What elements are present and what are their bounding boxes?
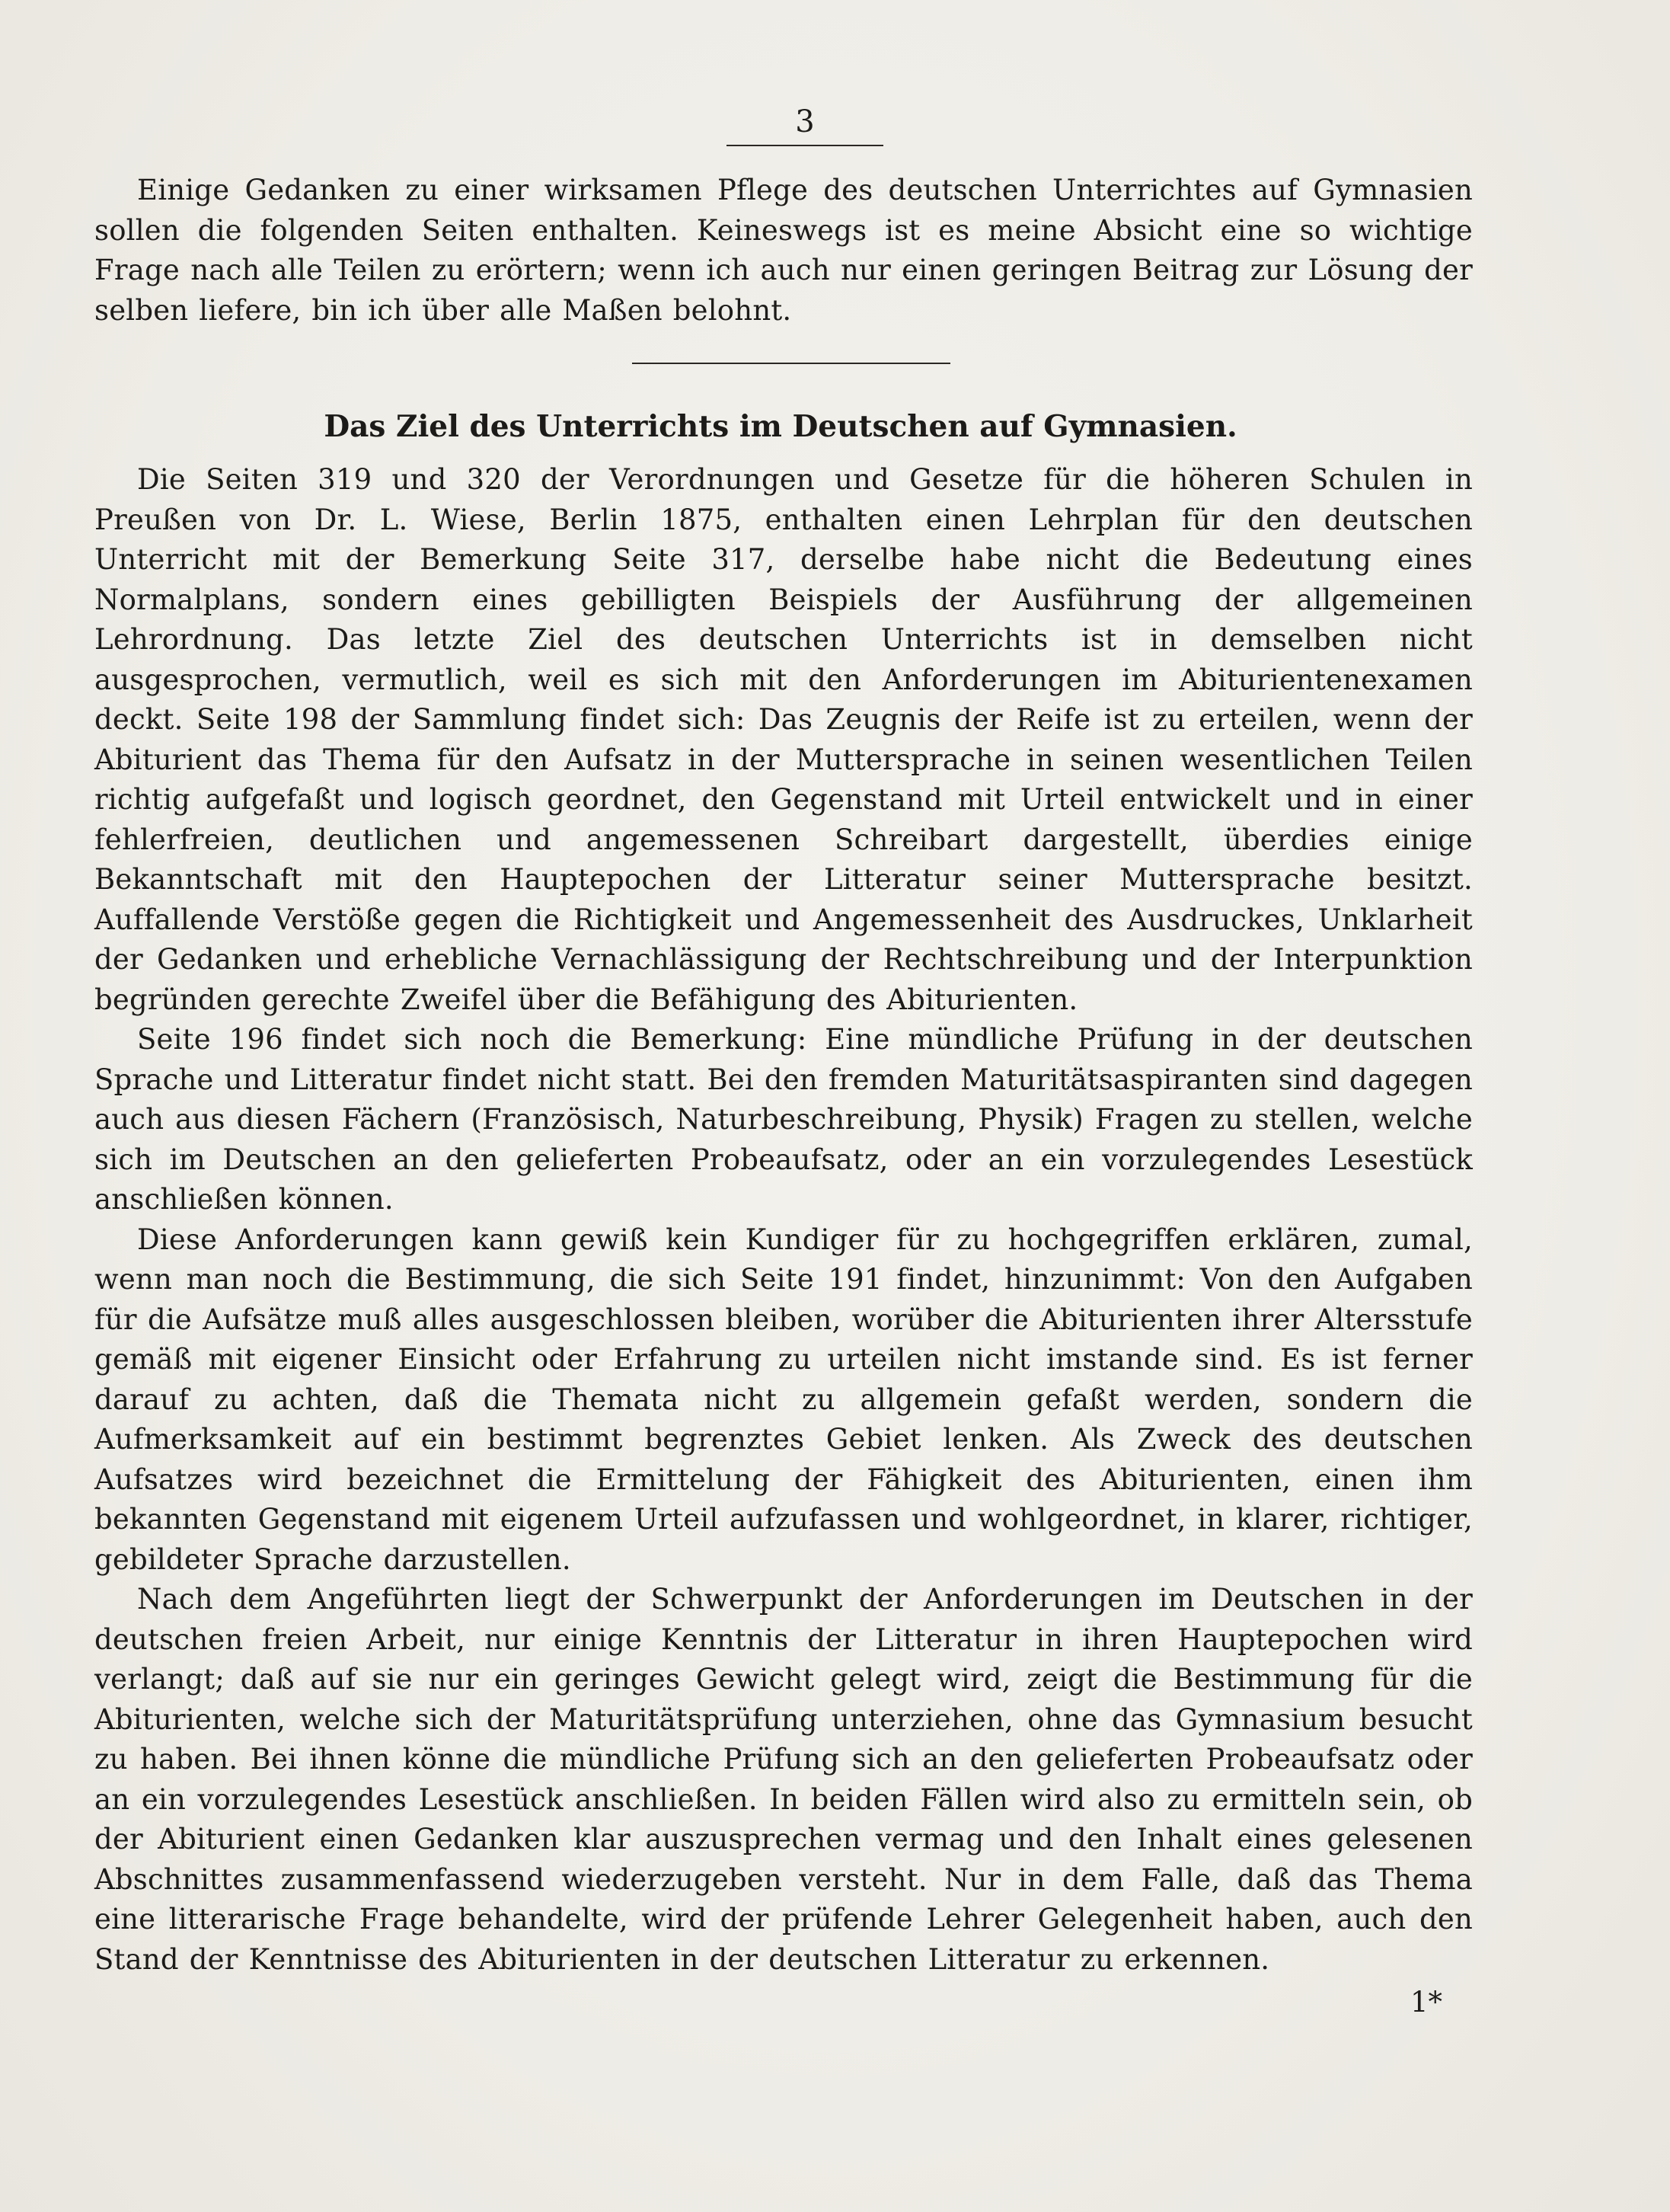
body-paragraph: Diese Anforderungen kann gewiß kein Kundiger für zu hochgegriffen erklären, zumal, wenn man noch die Bestimmung, die sich Seite 191 findet, hinzunimmt: Von den Aufgaben für die Aufsätze muß alles ausgeschlossen bleiben, worüber die Abiturienten ihrer Altersstufe gemäß mit eigener Einsicht oder Erfahrung zu urteilen nicht imstande sind. Es ist ferner darauf zu achten, daß die Themata nicht zu allgemein gefaßt werden, sondern die Aufmerksamkeit auf ein bestimmt begrenztes Gebiet lenken. Als Zweck des deutschen Aufsatzes wird bezeichnet die Ermittelung der Fähigkeit des Abiturienten, einen ihm bekannten Gegenstand mit eigenem Urteil aufzufassen und wohlgeordnet, in klarer, richtiger, gebildeter Sprache darzustellen. <box>94 1223 1473 1576</box>
body-paragraph: Nach dem Angeführten liegt der Schwerpunkt der Anforderungen im Deutschen in der deutschen freien Arbeit, nur einige Kenntnis der Litteratur in ihren Hauptepochen wird verlangt; daß auf sie nur ein geringes Gewicht gelegt wird, zeigt die Bestimmung für die Abiturienten, welche sich der Maturitätsprüfung unterziehen, ohne das Gymnasium besucht zu haben. Bei ihnen könne die mündliche Prüfung sich an den gelieferten Probeaufsatz oder an ein vorzulegendes Lesestück anschließen. In beiden Fällen wird also zu ermitteln sein, ob der Abiturient einen Gedanken klar auszusprechen vermag und den Inhalt eines gelesenen Abschnittes zusammenfassend wiederzugeben versteht. Nur in dem Falle, daß das Thema eine litterarische Frage behandelte, wird der prüfende Lehrer Gelegenheit haben, auch den Stand der Kenntnisse des Abiturienten in der deutschen Litteratur zu erkennen. <box>94 1583 1473 1976</box>
section-heading: Das Ziel des Unterrichts im Deutschen auf Gymnasien. <box>324 409 1237 444</box>
intro-paragraph: Einige Gedanken zu einer wirksamen Pflege des deutschen Unterrichtes auf Gymnasien sollen die folgenden Seiten enthalten. Keineswegs ist es meine Absicht eine so wichtige Frage nach alle Teilen zu erörtern; wenn ich auch nur einen geringen Beitrag zur Lösung der selben liefere, bin ich über alle Maßen belohnt. <box>94 174 1473 327</box>
page-number: 3 <box>795 104 815 139</box>
body-paragraph: Seite 196 findet sich noch die Bemerkung: Eine mündliche Prüfung in der deutschen Sprache und Litteratur findet nicht statt. Bei den fremden Maturitätsaspiranten sind dagegen auch aus diesen Fächern (Französisch, Naturbeschreibung, Physik) Fragen zu stellen, welche sich im Deutschen an den gelieferten Probeaufsatz, oder an ein vorzulegendes Lesestück anschließen können. <box>94 1023 1473 1216</box>
signature-mark: 1* <box>1410 1986 1442 2019</box>
body-paragraph: Die Seiten 319 und 320 der Verordnungen und Gesetze für die höheren Schulen in Preußen von Dr. L. Wiese, Berlin 1875, enthalten einen Lehrplan für den deutschen Unterricht mit der Bemerkung Seite 317, derselbe habe nicht die Bedeutung eines Normalplans, sondern eines gebilligten Beispiels der Ausführung der allgemeinen Lehrordnung. Das letzte Ziel des deutschen Unterrichts ist in demselben nicht ausgesprochen, vermutlich, weil es sich mit den Anforderungen im Abiturientenexamen deckt. Seite 198 der Sammlung findet sich: Das Zeugnis der Reife ist zu erteilen, wenn der Abiturient das Thema für den Aufsatz in der Muttersprache in seinen wesentlichen Teilen richtig aufgefaßt und logisch geordnet, den Gegenstand mit Urteil entwickelt und in einer fehlerfreien, deutlichen und angemessenen Schreibart dargestellt, überdies einige Bekanntschaft mit den Hauptepochen der Litteratur seiner Muttersprache besitzt. Auffallende Verstöße gegen die Richtigkeit und Angemessenheit des Ausdruckes, Unklarheit der Gedanken und erhebliche Vernachlässigung der Rechtschreibung und der Interpunktion begründen gerechte Zweifel über die Befähigung des Abiturienten. <box>94 463 1473 1016</box>
section-divider <box>632 363 950 364</box>
page-content <box>94 105 1473 2021</box>
page-number-rule <box>726 145 883 146</box>
